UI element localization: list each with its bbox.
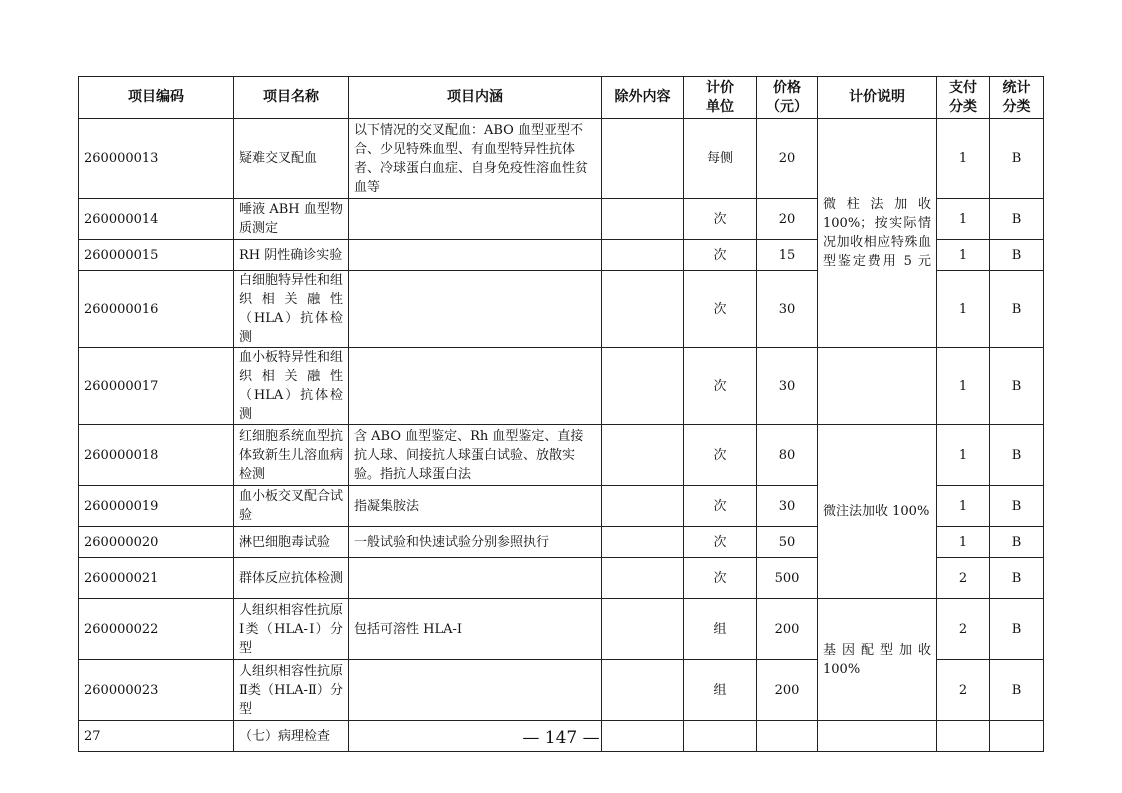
item-stat-class: B	[990, 660, 1044, 721]
pricing-note: 基因配型加收 100%	[818, 599, 937, 721]
item-stat-class: B	[990, 527, 1044, 558]
item-stat-class: B	[990, 486, 1044, 527]
table-row	[79, 119, 1044, 199]
item-pay-class: 2	[937, 660, 990, 721]
item-exclusion	[602, 660, 684, 721]
item-stat-class: B	[990, 119, 1044, 199]
item-content	[349, 199, 602, 240]
item-content	[349, 240, 602, 271]
item-price: 200	[757, 599, 818, 660]
item-exclusion	[602, 599, 684, 660]
item-stat-class: B	[990, 240, 1044, 271]
pricing-note	[818, 348, 937, 425]
item-name: 白细胞特异性和组织相关融性（HLA）抗体检测	[234, 271, 349, 348]
header-unit: 计价 单位	[684, 77, 757, 119]
item-pay-class: 2	[937, 558, 990, 599]
item-unit: 组	[684, 660, 757, 721]
item-code: 260000019	[79, 486, 234, 527]
item-code: 260000020	[79, 527, 234, 558]
item-unit: 次	[684, 486, 757, 527]
header-pay: 支付 分类	[937, 77, 990, 119]
item-pay-class: 1	[937, 119, 990, 199]
item-content	[349, 558, 602, 599]
item-unit: 次	[684, 199, 757, 240]
item-code: 260000013	[79, 119, 234, 199]
header-stat: 统计 分类	[990, 77, 1044, 119]
header-code: 项目编码	[79, 77, 234, 119]
pricing-note: 微柱法加收 100%；按实际情况加收相应特殊血型鉴定费用 5 元	[818, 119, 937, 348]
item-name: 疑难交叉配血	[234, 119, 349, 199]
item-unit: 次	[684, 240, 757, 271]
item-name: 唾液 ABH 血型物质测定	[234, 199, 349, 240]
item-exclusion	[602, 199, 684, 240]
table-row	[79, 348, 1044, 425]
item-code: 27	[79, 721, 234, 752]
item-code: 260000022	[79, 599, 234, 660]
header-name: 项目名称	[234, 77, 349, 119]
item-stat-class: B	[990, 271, 1044, 348]
item-content: 一般试验和快速试验分别参照执行	[349, 527, 602, 558]
item-code: 260000017	[79, 348, 234, 425]
item-pay-class: 1	[937, 527, 990, 558]
item-price: 500	[757, 558, 818, 599]
item-content: 以下情况的交叉配血：ABO 血型亚型不合、少见特殊血型、有血型特异性抗体者、冷球蛋白血症、自身免疫性溶血性贫血等	[349, 119, 602, 199]
item-content	[349, 348, 602, 425]
item-exclusion	[602, 271, 684, 348]
item-price: 20	[757, 199, 818, 240]
header-note: 计价说明	[818, 77, 937, 119]
item-price: 30	[757, 348, 818, 425]
item-name: （七）病理检查	[234, 721, 349, 752]
item-stat-class: B	[990, 558, 1044, 599]
item-exclusion	[602, 348, 684, 425]
item-pay-class: 1	[937, 199, 990, 240]
item-name: 红细胞系统血型抗体致新生儿溶血病检测	[234, 425, 349, 486]
item-name: 血小板交叉配合试验	[234, 486, 349, 527]
item-name: 血小板特异性和组织相关融性（HLA）抗体检测	[234, 348, 349, 425]
header-row	[79, 77, 1044, 119]
item-price: 200	[757, 660, 818, 721]
item-pay-class: 1	[937, 240, 990, 271]
price-table	[78, 76, 1044, 752]
item-name: 人组织相容性抗原Ⅱ类（HLA-Ⅱ）分型	[234, 660, 349, 721]
item-price: 30	[757, 486, 818, 527]
item-code: 260000014	[79, 199, 234, 240]
item-pay-class: 2	[937, 599, 990, 660]
item-unit: 每侧	[684, 119, 757, 199]
item-unit: 次	[684, 271, 757, 348]
item-code: 260000018	[79, 425, 234, 486]
item-pay-class: 1	[937, 271, 990, 348]
item-unit: 次	[684, 558, 757, 599]
page-number: — 147 —	[522, 728, 600, 748]
item-unit: 次	[684, 425, 757, 486]
item-name: RH 阴性确诊实验	[234, 240, 349, 271]
item-price: 15	[757, 240, 818, 271]
item-name: 淋巴细胞毒试验	[234, 527, 349, 558]
item-exclusion	[602, 558, 684, 599]
item-price: 50	[757, 527, 818, 558]
table-row	[79, 425, 1044, 486]
header-content: 项目内涵	[349, 77, 602, 119]
item-code: 260000021	[79, 558, 234, 599]
item-unit: 次	[684, 348, 757, 425]
item-stat-class: B	[990, 425, 1044, 486]
item-stat-class: B	[990, 199, 1044, 240]
item-exclusion	[602, 486, 684, 527]
item-price: 80	[757, 425, 818, 486]
item-name: 人组织相容性抗原Ⅰ类（HLA-Ⅰ）分型	[234, 599, 349, 660]
item-content: 指凝集胺法	[349, 486, 602, 527]
item-exclusion	[602, 425, 684, 486]
item-stat-class: B	[990, 599, 1044, 660]
item-unit: 次	[684, 527, 757, 558]
item-price: 30	[757, 271, 818, 348]
pricing-note: 微注法加收 100%	[818, 425, 937, 599]
item-code: 260000016	[79, 271, 234, 348]
item-code: 260000023	[79, 660, 234, 721]
item-content: 包括可溶性 HLA-I	[349, 599, 602, 660]
item-code: 260000015	[79, 240, 234, 271]
header-exclusion: 除外内容	[602, 77, 684, 119]
item-unit: 组	[684, 599, 757, 660]
item-pay-class: 1	[937, 348, 990, 425]
item-content	[349, 271, 602, 348]
item-exclusion	[602, 527, 684, 558]
item-exclusion	[602, 240, 684, 271]
table-row	[79, 599, 1044, 660]
item-pay-class: 1	[937, 486, 990, 527]
item-name: 群体反应抗体检测	[234, 558, 349, 599]
header-price: 价格 （元）	[757, 77, 818, 119]
item-content: 含 ABO 血型鉴定、Rh 血型鉴定、直接抗人球、间接抗人球蛋白试验、放散实验。指抗人球蛋白法	[349, 425, 602, 486]
item-content	[349, 660, 602, 721]
item-stat-class: B	[990, 348, 1044, 425]
item-price: 20	[757, 119, 818, 199]
item-pay-class: 1	[937, 425, 990, 486]
item-exclusion	[602, 119, 684, 199]
